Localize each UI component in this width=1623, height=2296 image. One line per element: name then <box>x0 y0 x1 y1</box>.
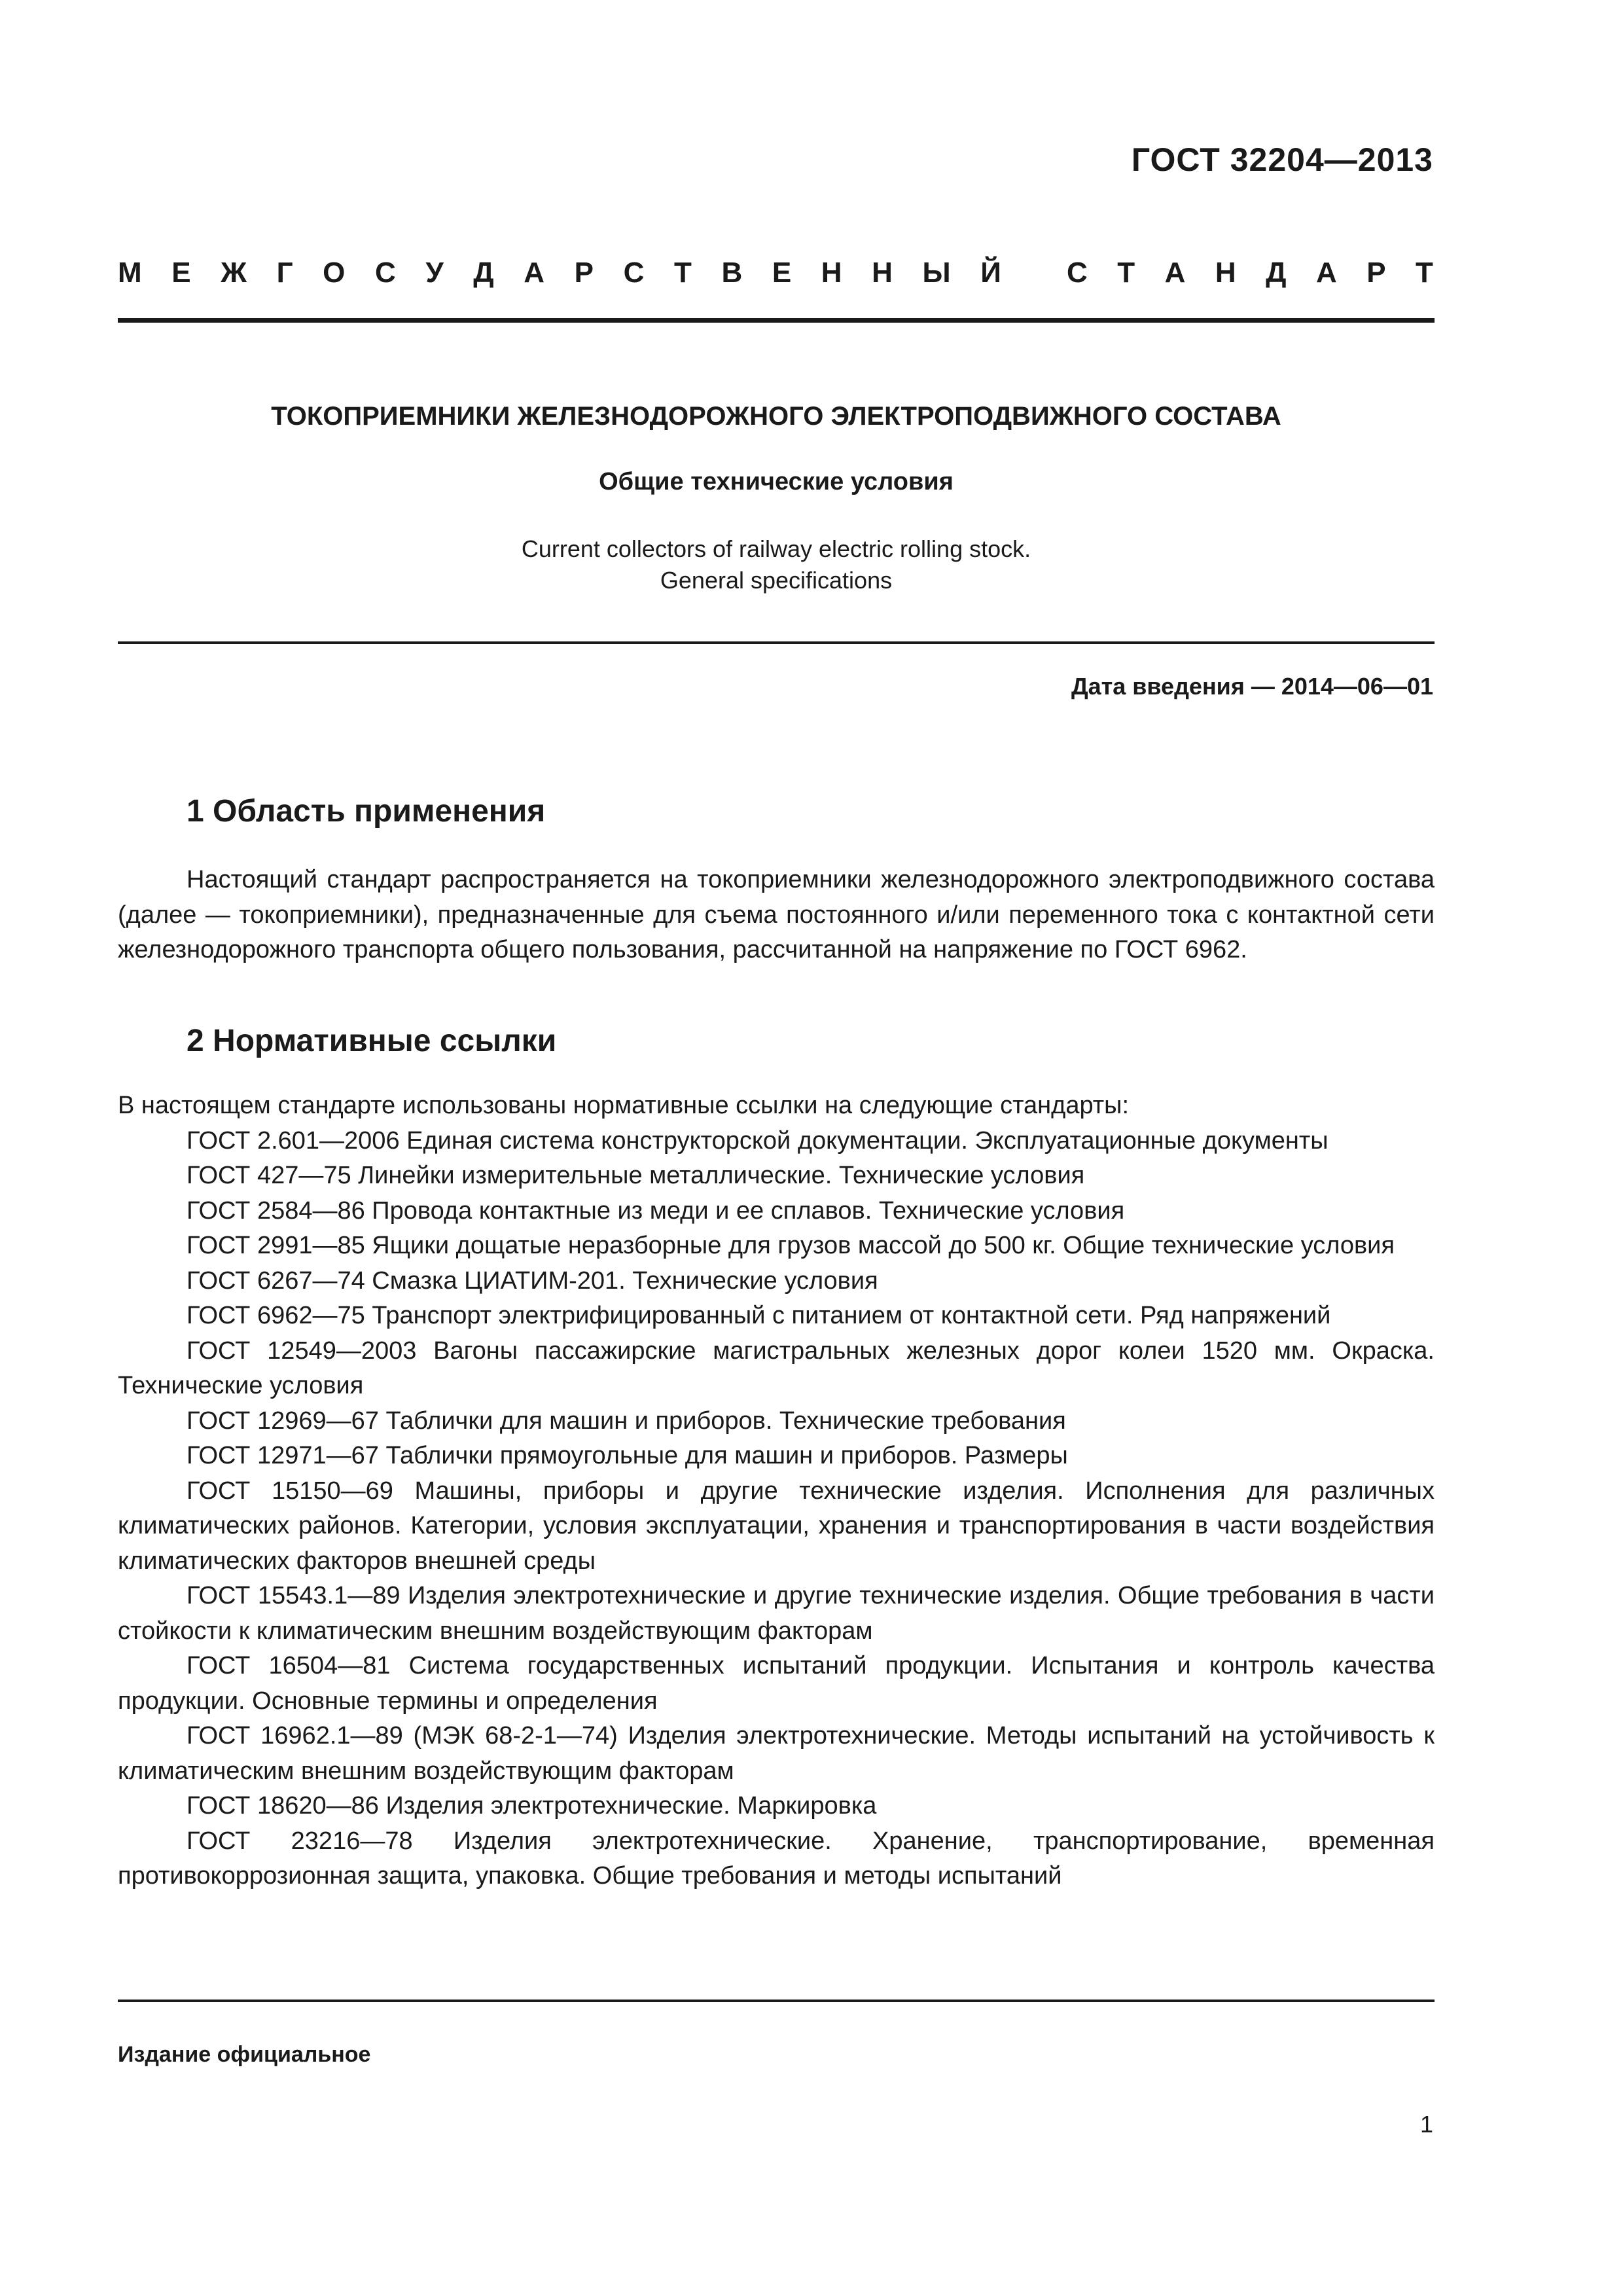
references-list <box>118 1088 1435 1894</box>
banner-letter: Т <box>1416 257 1433 289</box>
banner-letter: Т <box>1117 257 1135 289</box>
interstate-word-1 <box>118 257 1001 289</box>
header-rule <box>118 318 1435 323</box>
banner-letter: А <box>1315 257 1337 289</box>
scope-paragraph <box>118 863 1435 968</box>
page-number: 1 <box>1419 2111 1433 2138</box>
section-heading-scope: 1 Область применения <box>187 794 546 829</box>
banner-letter: Ы <box>922 257 951 289</box>
interstate-word-2 <box>1067 257 1433 289</box>
english-title-line-1: Current collectors of railway electric rolling stock. <box>521 535 1031 562</box>
banner-letter: С <box>374 257 396 289</box>
banner-letter: С <box>1067 257 1088 289</box>
section-heading-references: 2 Нормативные ссылки <box>187 1024 557 1058</box>
reference-item: ГОСТ 2584—86 Провода контактные из меди и ее сплавов. Технические условия <box>187 1196 1125 1225</box>
reference-item: ГОСТ 12971—67 Таблички прямоугольные для машин и приборов. Размеры <box>187 1442 1068 1469</box>
banner-letter: Р <box>1366 257 1386 289</box>
banner-letter: Т <box>673 257 692 289</box>
banner-letter: А <box>1164 257 1186 289</box>
reference-item: ГОСТ 6267—74 Смазка ЦИАТИМ-201. Технические условия <box>187 1266 878 1295</box>
banner-letter: Е <box>171 257 191 289</box>
banner-letter: Д <box>473 257 494 289</box>
banner-letter: Г <box>276 257 293 289</box>
banner-letter: Н <box>872 257 893 289</box>
footer-rule <box>118 2000 1435 2002</box>
interstate-standard-banner <box>118 257 1433 289</box>
banner-letter: Р <box>574 257 594 289</box>
reference-item: ГОСТ 12969—67 Таблички для машин и приборов. Технические требования <box>187 1407 1066 1435</box>
reference-item: ГОСТ 16962.1—89 (МЭК 68-2-1—74) Изделия электротехнические. Методы испытаний на устойчивость к климатическим внешним воздействующим факторам <box>118 1722 1435 1785</box>
banner-letter: С <box>623 257 645 289</box>
english-title-line-2: General specifications <box>660 567 893 594</box>
banner-letter: Ж <box>221 257 247 289</box>
banner-letter: О <box>323 257 346 289</box>
banner-letter: Д <box>1266 257 1287 289</box>
banner-letter: Е <box>772 257 792 289</box>
reference-item: ГОСТ 2.601—2006 Единая система конструкторской документации. Эксплуатационные документы <box>187 1126 1329 1155</box>
references-intro: В настоящем стандарте использованы нормативные ссылки на следующие стандарты: <box>118 1092 1130 1119</box>
reference-item: ГОСТ 2991—85 Ящики дощатые неразборные для грузов массой до 500 кг. Общие технические условия <box>187 1232 1395 1259</box>
banner-letter: У <box>425 257 444 289</box>
reference-item: ГОСТ 6962—75 Транспорт электрифицированный с питанием от контактной сети. Ряд напряжений <box>187 1302 1331 1329</box>
document-subtitle: Общие технические условия <box>599 468 954 495</box>
banner-letter: Н <box>1215 257 1236 289</box>
date-of-introduction: Дата введения — 2014—06—01 <box>1071 673 1433 700</box>
reference-item: ГОСТ 15543.1—89 Изделия электротехнические и другие технические изделия. Общие требования в части стойкости к климатическим внешним воздействующим факторам <box>118 1582 1435 1645</box>
document-number: ГОСТ 32204—2013 <box>1131 141 1433 178</box>
scope-text: Настоящий стандарт распространяется на токоприемники железнодорожного электроподвижного состава (далее — токоприемники), предназначенные для съема постоянного и/или переменного тока с контактной сети железнодорожного транспорта общего пользования, рассчитанной на напряжение по ГОСТ 6962. <box>118 866 1435 963</box>
document-title: ТОКОПРИЕМНИКИ ЖЕЛЕЗНОДОРОЖНОГО ЭЛЕКТРОПОДВИЖНОГО СОСТАВА <box>271 402 1281 431</box>
reference-item: ГОСТ 12549—2003 Вагоны пассажирские магистральных железных дорог колеи 1520 мм. Окраска. Технические условия <box>118 1336 1435 1399</box>
english-title <box>118 533 1435 596</box>
banner-letter: Н <box>821 257 842 289</box>
banner-letter: Й <box>980 257 1001 289</box>
official-edition-label: Издание официальное <box>118 2042 371 2067</box>
title-rule <box>118 641 1435 644</box>
reference-item: ГОСТ 427—75 Линейки измерительные металлические. Технические условия <box>187 1162 1085 1189</box>
reference-item: ГОСТ 23216—78 Изделия электротехнические. Хранение, транспортирование, временная противокоррозионная защита, упаковка. Общие требования и методы испытаний <box>118 1827 1435 1890</box>
banner-letter: М <box>118 257 142 289</box>
reference-item: ГОСТ 15150—69 Машины, приборы и другие технические изделия. Исполнения для различных климатических районов. Категории, условия эксплуатации, хранения и транспортирования в части воздействия климатических факторов внешней среды <box>118 1477 1435 1575</box>
banner-letter: В <box>721 257 743 289</box>
reference-item: ГОСТ 16504—81 Система государственных испытаний продукции. Испытания и контроль качества продукции. Основные термины и определения <box>118 1652 1435 1715</box>
banner-letter: А <box>524 257 545 289</box>
reference-item: ГОСТ 18620—86 Изделия электротехнические. Маркировка <box>187 1792 877 1820</box>
